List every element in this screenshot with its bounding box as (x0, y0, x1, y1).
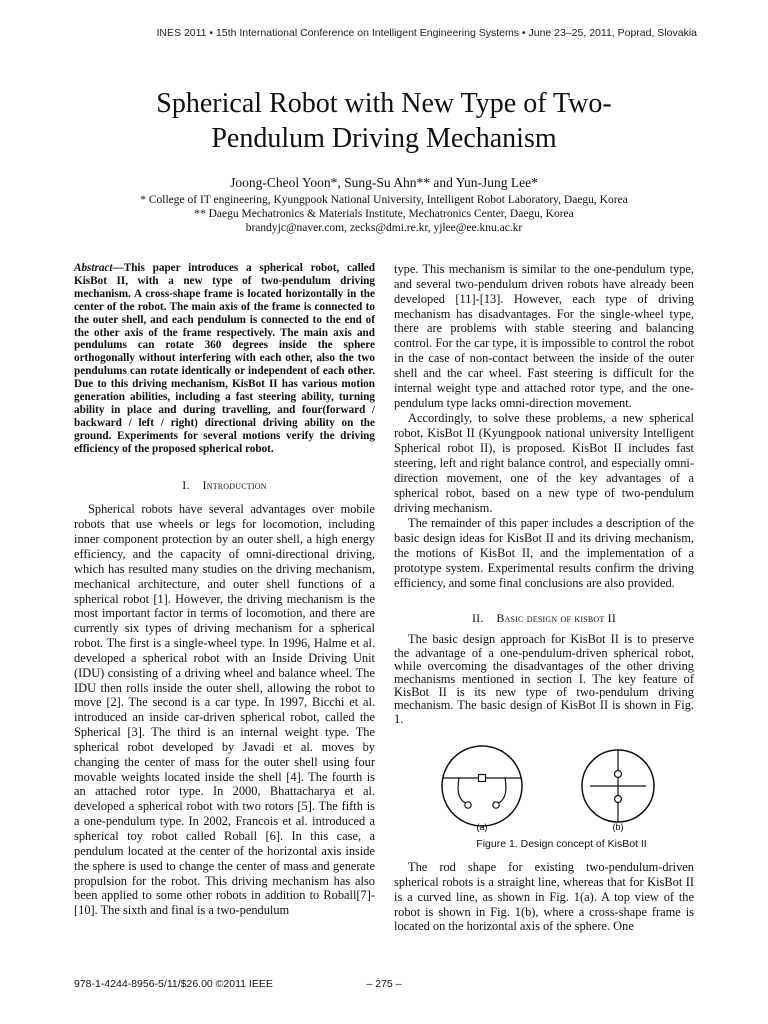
paragraph-continuation: type. This mechanism is similar to the one-pendulum type, and several two-pendulum driven robots have already been developed [11]-[13]. However, each type of driving mechanism has disadvantages. For the single-wheel type, there are problems with stable steering and balancing control. For the car type, it is impossible to control the robot in the case of non-contact between the inside of the outer shell and the car wheel. Fast steering is difficult for the internal weight type and attached rotor type, and the one-pendulum type lacks omni-direction movement. (394, 262, 694, 410)
title-line-2: Pendulum Driving Mechanism (211, 123, 557, 154)
intro-paragraph: Spherical robots have several advantages over mobile robots that use wheels or legs for locomotion, including inner component protection by an outer shell, a high energy efficiency, and the capacity of omni-directional driving, which has resulted many studies on the driving mechanism, mechanical architecture, and outer shell functions of a spherical robot [1]. However, the driving mechanism is the most important factor in terms of locomotion, and there are currently six types of driving mechanism for a spherical robot. The first is a single-wheel type. In 1996, Halme et al. developed a spherical robot with an Inside Driving Unit (IDU) consisting of a driving wheel and balance wheel. The IDU then rolls inside the outer shell, allowing the robot to move [2]. The second is a car type. In 1997, Bicchi et al. introduced an inside car-driven spherical robot, called the Spherical [3]. The third is an internal weight type. The spherical robot developed by Javadi et al. moves by changing the center of mass for the outer shell using four movable weights located inside the shell [4]. The fourth is an attached rotor type. In 2000, Bhattacharya et al. developed a spherical robot with two rotors [5]. The fifth is a one-pendulum type. In 2002, Francois et al. introduced a spherical toy robot called Roball [6]. In this case, a pendulum located at the center of the horizontal axis inside the sphere is used to change the center of mass and generate propulsion for the robot. This driving mechanism has also been applied to some other robots in addition to Roball[7]-[10]. The sixth and final is a two-pendulum (74, 502, 375, 918)
right-column-after-figure (394, 860, 694, 935)
right-column (394, 262, 694, 727)
figure-1-caption: Figure 1. Design concept of KisBot II (476, 838, 647, 850)
section-heading-basic-design: II. Basic design of kisbot II (471, 610, 617, 625)
author-emails: brandyjc@naver.com, zecks@dmi.re.kr, yjlee@ee.knu.ac.kr (245, 222, 523, 234)
paragraph-basic-design: The basic design approach for KisBot II is to preserve the advantage of a one-pendulum-driven spherical robot, while overcoming the disadvantages of the other driving mechanisms mentioned in section I. The key feature of KisBot II is its new type of two-pendulum driving mechanism. The basic design of KisBot II is shown in Fig. 1. (394, 632, 694, 726)
paragraph-rod-shape: The rod shape for existing two-pendulum-driven spherical robots is a straight line, whereas that for KisBot II is a curved line, as shown in Fig. 1(a). A top view of the robot is shown in Fig. 1(b), where a cross-shape frame is located on the horizontal axis of the sphere. One (394, 860, 694, 934)
copyright-footer: 978-1-4244-8956-5/11/$26.00 ©2011 IEEE (74, 978, 273, 990)
figure-1a-side-view (442, 746, 522, 826)
figure-1b-top-view (582, 750, 654, 822)
left-column (74, 262, 375, 919)
affiliation-2: ** Daegu Mechatronics & Materials Institute, Mechatronics Center, Daegu, Korea (194, 208, 574, 220)
figure-label-b: (b) (612, 822, 624, 832)
figure-1-design-concept (435, 742, 657, 852)
conference-header: INES 2011 • 15th International Conference on Intelligent Engineering Systems • June 23–25, 2011, Poprad, Slovakia (156, 27, 697, 39)
affiliation-1: * College of IT engineering, Kyungpook National University, Intelligent Robot Laboratory, Daegu, Korea (140, 194, 628, 206)
abstract (74, 262, 375, 456)
page-number: – 275 – (366, 978, 402, 990)
paper-title (80, 86, 688, 156)
abstract-label: Abstract (74, 262, 113, 274)
title-line-1: Spherical Robot with New Type of Two- (156, 88, 612, 119)
paragraph-remainder: The remainder of this paper includes a description of the basic design ideas for KisBot II and its driving mechanism, the motions of KisBot II, and the implementation of a prototype system. Experimental results confirm the driving efficiency, and some final conclusions are also provided. (394, 516, 694, 590)
section-heading-introduction: I. Introduction (182, 477, 267, 492)
paragraph-proposal: Accordingly, to solve these problems, a new spherical robot, KisBot II (Kyungpook national university Intelligent Spherical robot II), is proposed. KisBot II includes fast steering, left and right balance control, and especially omni-direction movement, one of the key advantages of a spherical robot, based on a new type of two-pendulum driving mechanism. (394, 411, 694, 515)
figure-label-a: (a) (476, 822, 488, 832)
abstract-text: —This paper introduces a spherical robot, called KisBot II, with a new type of two-pendulum driving mechanism. A cross-shape frame is located horizontally in the center of the robot. The main axis of the frame is connected to the outer shell, and each pendulum is connected to the end of the other axis of the frame respectively. The main axis and pendulums can rotate 360 degrees inside the sphere orthogonally without interfering with each other, also the two pendulums can rotate identically or independent of each other. Due to this driving mechanism, KisBot II has various motion generation abilities, including a fast steering ability, turning ability in place and during travelling, and four(forward / backward / left / right) directional driving ability on the ground. Experiments for several motions verify the driving efficiency of the proposed spherical robot. (74, 262, 375, 455)
authors: Joong-Cheol Yoon*, Sung-Su Ahn** and Yun-Jung Lee* (230, 175, 538, 190)
